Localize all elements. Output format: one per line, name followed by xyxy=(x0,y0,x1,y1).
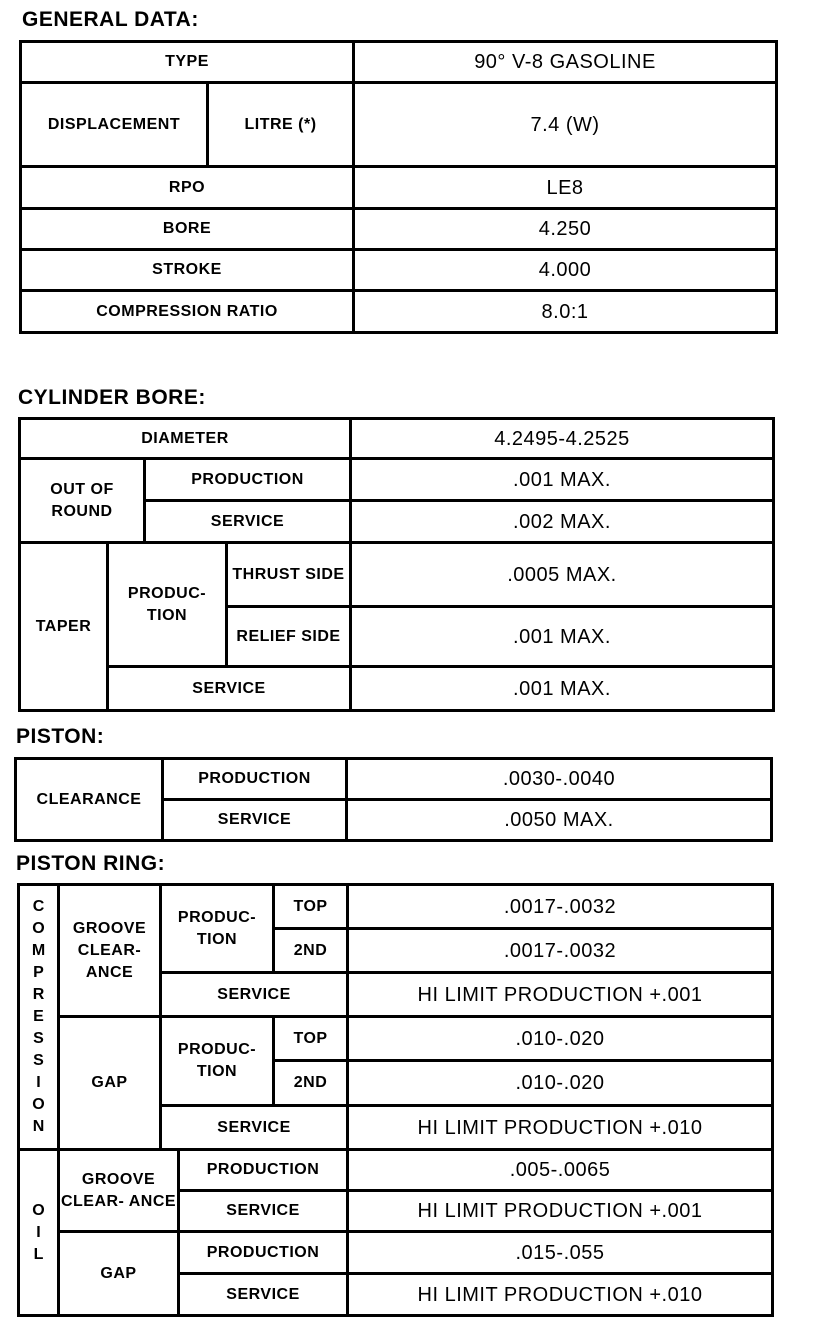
comp-gap-production-label: PRODUC- TION xyxy=(161,1017,274,1106)
comp-groove-service-label: SERVICE xyxy=(161,973,348,1017)
oil-groove-service-value: HI LIMIT PRODUCTION +.001 xyxy=(348,1191,773,1232)
out-of-round-label: OUT OF ROUND xyxy=(20,459,145,543)
comp-groove-2nd-value: .0017-.0032 xyxy=(348,929,773,973)
piston-service-value: .0050 MAX. xyxy=(347,800,772,841)
comp-gap-top-value: .010-.020 xyxy=(348,1017,773,1061)
compression-letter: M xyxy=(31,942,46,959)
relief-side-label: RELIEF SIDE xyxy=(227,607,351,667)
stroke-value: 4.000 xyxy=(354,250,777,291)
oor-production-label: PRODUCTION xyxy=(145,459,351,501)
litre-label: LITRE (*) xyxy=(208,83,354,167)
compression-letter: S xyxy=(33,1052,44,1069)
diameter-value: 4.2495-4.2525 xyxy=(351,419,774,459)
oil-letter: O xyxy=(32,1201,45,1219)
oil-gap-service-label: SERVICE xyxy=(179,1274,348,1316)
oil-vertical-label xyxy=(19,1150,59,1316)
stroke-label: STROKE xyxy=(21,250,354,291)
piston-table xyxy=(14,757,773,842)
taper-label: TAPER xyxy=(20,543,108,711)
compression-letter: I xyxy=(36,1074,41,1091)
comp-gap-service-value: HI LIMIT PRODUCTION +.010 xyxy=(348,1106,773,1150)
compression-letter: C xyxy=(32,898,45,915)
oor-service-value: .002 MAX. xyxy=(351,501,774,543)
compression-letter: N xyxy=(32,1118,45,1135)
compression-letter: R xyxy=(32,986,45,1003)
oil-groove-clearance-label: GROOVE CLEAR- ANCE xyxy=(59,1150,179,1232)
oil-groove-production-label: PRODUCTION xyxy=(179,1150,348,1191)
compression-letter: E xyxy=(33,1008,44,1025)
comp-gap-service-label: SERVICE xyxy=(161,1106,348,1150)
comp-groove-production-label: PRODUC- TION xyxy=(161,885,274,973)
taper-service-value: .001 MAX. xyxy=(351,667,774,711)
oil-gap-service-value: HI LIMIT PRODUCTION +.010 xyxy=(348,1274,773,1316)
rpo-value: LE8 xyxy=(354,167,777,209)
cylinder-bore-title: CYLINDER BORE: xyxy=(18,386,206,409)
rpo-label: RPO xyxy=(21,167,354,209)
piston-service-label: SERVICE xyxy=(163,800,347,841)
compression-letter: S xyxy=(33,1030,44,1047)
comp-groove-top-value: .0017-.0032 xyxy=(348,885,773,929)
comp-groove-top-label: TOP xyxy=(274,885,348,929)
compression-letter: O xyxy=(32,920,45,937)
bore-value: 4.250 xyxy=(354,209,777,250)
comp-groove-service-value: HI LIMIT PRODUCTION +.001 xyxy=(348,973,773,1017)
clearance-label: CLEARANCE xyxy=(16,759,163,841)
thrust-side-value: .0005 MAX. xyxy=(351,543,774,607)
oil-letter: I xyxy=(36,1223,41,1241)
cylinder-bore-table xyxy=(18,417,775,712)
comp-groove-clearance-label: GROOVE CLEAR- ANCE xyxy=(59,885,161,1017)
oil-letter: L xyxy=(33,1245,44,1263)
litre-value: 7.4 (W) xyxy=(354,83,777,167)
oil-gap-production-label: PRODUCTION xyxy=(179,1232,348,1274)
piston-ring-title: PISTON RING: xyxy=(16,852,166,875)
displacement-label: DISPLACEMENT xyxy=(21,83,208,167)
compression-ratio-label: COMPRESSION RATIO xyxy=(21,291,354,333)
bore-label: BORE xyxy=(21,209,354,250)
type-label: TYPE xyxy=(21,42,354,83)
general-data-table xyxy=(19,40,778,334)
comp-groove-2nd-label: 2ND xyxy=(274,929,348,973)
thrust-side-label: THRUST SIDE xyxy=(227,543,351,607)
piston-production-label: PRODUCTION xyxy=(163,759,347,800)
diameter-label: DIAMETER xyxy=(20,419,351,459)
oil-gap-label: GAP xyxy=(59,1232,179,1316)
oor-service-label: SERVICE xyxy=(145,501,351,543)
taper-production-label: PRODUC- TION xyxy=(108,543,227,667)
general-data-title: GENERAL DATA: xyxy=(22,8,199,31)
compression-letter: P xyxy=(33,964,44,981)
relief-side-value: .001 MAX. xyxy=(351,607,774,667)
comp-gap-top-label: TOP xyxy=(274,1017,348,1061)
comp-gap-label: GAP xyxy=(59,1017,161,1150)
piston-title: PISTON: xyxy=(16,725,105,748)
comp-gap-2nd-label: 2ND xyxy=(274,1061,348,1106)
taper-service-label: SERVICE xyxy=(108,667,351,711)
piston-production-value: .0030-.0040 xyxy=(347,759,772,800)
oil-groove-production-value: .005-.0065 xyxy=(348,1150,773,1191)
compression-vertical-label xyxy=(19,885,59,1150)
compression-letter: O xyxy=(32,1096,45,1113)
compression-ratio-value: 8.0:1 xyxy=(354,291,777,333)
oil-gap-production-value: .015-.055 xyxy=(348,1232,773,1274)
oor-production-value: .001 MAX. xyxy=(351,459,774,501)
piston-ring-table xyxy=(17,883,774,1317)
oil-groove-service-label: SERVICE xyxy=(179,1191,348,1232)
type-value: 90° V-8 GASOLINE xyxy=(354,42,777,83)
comp-gap-2nd-value: .010-.020 xyxy=(348,1061,773,1106)
